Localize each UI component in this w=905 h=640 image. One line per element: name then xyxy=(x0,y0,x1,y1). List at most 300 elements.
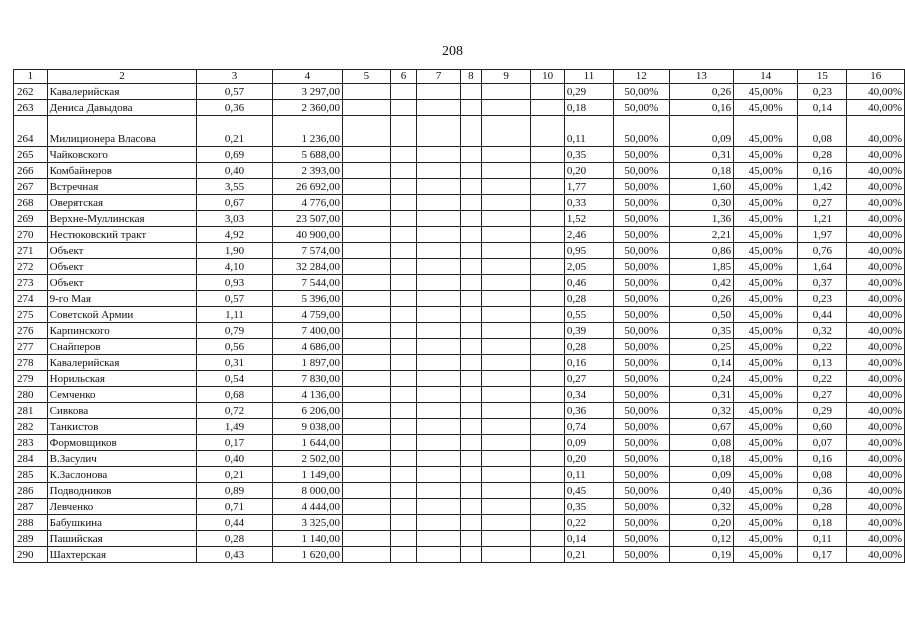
table-cell: 40,00% xyxy=(847,211,905,227)
table-cell: 50,00% xyxy=(614,195,669,211)
table-cell: 0,23 xyxy=(798,84,847,100)
empty-cell xyxy=(461,483,482,499)
table-cell: 4 759,00 xyxy=(272,307,342,323)
empty-cell xyxy=(342,371,390,387)
table-cell: 1,90 xyxy=(197,243,272,259)
column-header: 1 xyxy=(14,70,48,84)
table-cell: 271 xyxy=(14,243,48,259)
table-cell: 0,21 xyxy=(564,547,613,563)
table-cell: Сивкова xyxy=(47,403,197,419)
table-row xyxy=(14,116,905,147)
table-cell: 40,00% xyxy=(847,100,905,116)
table-row xyxy=(14,147,905,163)
table-cell: 7 830,00 xyxy=(272,371,342,387)
empty-cell xyxy=(481,403,531,419)
empty-cell xyxy=(417,243,461,259)
table-cell: 0,08 xyxy=(669,435,734,451)
empty-cell xyxy=(481,531,531,547)
table-cell: 0,57 xyxy=(197,291,272,307)
table-cell: 1,77 xyxy=(564,179,613,195)
empty-cell xyxy=(531,435,564,451)
empty-cell xyxy=(417,259,461,275)
empty-cell xyxy=(417,339,461,355)
table-row xyxy=(14,547,905,563)
table-cell: 45,00% xyxy=(734,435,798,451)
column-header: 16 xyxy=(847,70,905,84)
table-cell: 50,00% xyxy=(614,116,669,147)
empty-cell xyxy=(342,483,390,499)
table-cell: Карпинского xyxy=(47,323,197,339)
table-cell: 0,19 xyxy=(669,547,734,563)
column-header: 12 xyxy=(614,70,669,84)
table-cell: 0,09 xyxy=(669,116,734,147)
column-header: 6 xyxy=(390,70,416,84)
empty-cell xyxy=(461,515,482,531)
table-cell: 45,00% xyxy=(734,355,798,371)
empty-cell xyxy=(461,451,482,467)
table-cell: 40,00% xyxy=(847,275,905,291)
table-cell: 3,03 xyxy=(197,211,272,227)
empty-cell xyxy=(461,84,482,100)
table-cell: 45,00% xyxy=(734,467,798,483)
table-cell: 50,00% xyxy=(614,371,669,387)
empty-cell xyxy=(481,483,531,499)
table-cell: 1 620,00 xyxy=(272,547,342,563)
empty-cell xyxy=(481,451,531,467)
table-cell: 50,00% xyxy=(614,179,669,195)
table-cell: 0,55 xyxy=(564,307,613,323)
empty-cell xyxy=(417,467,461,483)
table-cell: 40,00% xyxy=(847,163,905,179)
table-cell: 40,00% xyxy=(847,467,905,483)
empty-cell xyxy=(531,275,564,291)
empty-cell xyxy=(390,387,416,403)
table-cell: 1,85 xyxy=(669,259,734,275)
table-cell: 0,07 xyxy=(798,435,847,451)
table-cell: 50,00% xyxy=(614,451,669,467)
table-cell: 288 xyxy=(14,515,48,531)
table-cell: 0,16 xyxy=(798,451,847,467)
table-cell: 0,24 xyxy=(669,371,734,387)
empty-cell xyxy=(417,499,461,515)
table-cell: 23 507,00 xyxy=(272,211,342,227)
table-cell: 40,00% xyxy=(847,355,905,371)
empty-cell xyxy=(417,371,461,387)
table-cell: 270 xyxy=(14,227,48,243)
table-cell: 40,00% xyxy=(847,547,905,563)
empty-cell xyxy=(481,323,531,339)
table-cell: 50,00% xyxy=(614,84,669,100)
table-cell: 0,50 xyxy=(669,307,734,323)
table-cell: 0,36 xyxy=(564,403,613,419)
column-header: 14 xyxy=(734,70,798,84)
empty-cell xyxy=(417,403,461,419)
table-row xyxy=(14,499,905,515)
table-cell: Объект xyxy=(47,275,197,291)
table-cell: 0,74 xyxy=(564,419,613,435)
table-cell: 0,79 xyxy=(197,323,272,339)
table-cell: 50,00% xyxy=(614,163,669,179)
empty-cell xyxy=(531,547,564,563)
table-cell: 0,28 xyxy=(564,339,613,355)
table-cell: 264 xyxy=(14,116,48,147)
table-cell: 0,27 xyxy=(564,371,613,387)
table-cell: 6 206,00 xyxy=(272,403,342,419)
empty-cell xyxy=(390,483,416,499)
table-cell: 45,00% xyxy=(734,211,798,227)
table-cell: Семченко xyxy=(47,387,197,403)
empty-cell xyxy=(461,499,482,515)
table-cell: 0,20 xyxy=(564,451,613,467)
table-cell: 50,00% xyxy=(614,227,669,243)
table-cell: Советской Армии xyxy=(47,307,197,323)
table-cell: 40,00% xyxy=(847,179,905,195)
empty-cell xyxy=(342,227,390,243)
empty-cell xyxy=(531,467,564,483)
table-cell: 50,00% xyxy=(614,259,669,275)
table-cell: 0,93 xyxy=(197,275,272,291)
empty-cell xyxy=(481,243,531,259)
empty-cell xyxy=(481,355,531,371)
table-cell: 0,22 xyxy=(564,515,613,531)
table-cell: 45,00% xyxy=(734,323,798,339)
empty-cell xyxy=(461,467,482,483)
table-cell: Встречная xyxy=(47,179,197,195)
empty-cell xyxy=(531,84,564,100)
table-cell: 0,40 xyxy=(669,483,734,499)
table-cell: 40,00% xyxy=(847,195,905,211)
table-row xyxy=(14,531,905,547)
table-cell: 0,18 xyxy=(669,163,734,179)
empty-cell xyxy=(417,419,461,435)
table-cell: 0,68 xyxy=(197,387,272,403)
table-cell: 0,32 xyxy=(669,499,734,515)
empty-cell xyxy=(390,339,416,355)
empty-cell xyxy=(342,403,390,419)
table-cell: 0,34 xyxy=(564,387,613,403)
table-cell: 50,00% xyxy=(614,515,669,531)
empty-cell xyxy=(390,195,416,211)
table-cell: Дениса Давыдова xyxy=(47,100,197,116)
table-cell: 45,00% xyxy=(734,291,798,307)
table-cell: В.Засулич xyxy=(47,451,197,467)
empty-cell xyxy=(390,275,416,291)
table-cell: 0,44 xyxy=(197,515,272,531)
table-cell: 40,00% xyxy=(847,531,905,547)
table-cell: Танкистов xyxy=(47,419,197,435)
table-cell: 283 xyxy=(14,435,48,451)
empty-cell xyxy=(342,100,390,116)
column-header: 10 xyxy=(531,70,564,84)
empty-cell xyxy=(342,547,390,563)
column-header: 15 xyxy=(798,70,847,84)
empty-cell xyxy=(417,100,461,116)
empty-cell xyxy=(390,515,416,531)
table-cell: 40,00% xyxy=(847,291,905,307)
table-cell: 274 xyxy=(14,291,48,307)
empty-cell xyxy=(531,307,564,323)
empty-cell xyxy=(417,195,461,211)
empty-cell xyxy=(531,339,564,355)
table-cell: 45,00% xyxy=(734,515,798,531)
table-cell: 9-го Мая xyxy=(47,291,197,307)
empty-cell xyxy=(342,419,390,435)
empty-cell xyxy=(531,499,564,515)
table-cell: 40,00% xyxy=(847,243,905,259)
table-cell: 40,00% xyxy=(847,323,905,339)
empty-cell xyxy=(342,259,390,275)
table-cell: 40,00% xyxy=(847,259,905,275)
empty-cell xyxy=(531,243,564,259)
table-cell: 40,00% xyxy=(847,339,905,355)
table-cell: 0,08 xyxy=(798,467,847,483)
table-cell: 45,00% xyxy=(734,195,798,211)
table-cell: 0,17 xyxy=(197,435,272,451)
table-cell: 0,40 xyxy=(197,163,272,179)
table-cell: 40,00% xyxy=(847,451,905,467)
table-cell: 1,42 xyxy=(798,179,847,195)
table-cell: 50,00% xyxy=(614,403,669,419)
table-cell: 1 140,00 xyxy=(272,531,342,547)
table-row xyxy=(14,84,905,100)
table-cell: 45,00% xyxy=(734,259,798,275)
empty-cell xyxy=(481,147,531,163)
empty-cell xyxy=(390,467,416,483)
table-cell: 0,27 xyxy=(798,195,847,211)
table-cell: 0,36 xyxy=(197,100,272,116)
table-row xyxy=(14,323,905,339)
table-cell: 0,09 xyxy=(564,435,613,451)
table-cell: 0,30 xyxy=(669,195,734,211)
empty-cell xyxy=(531,227,564,243)
table-cell: 45,00% xyxy=(734,419,798,435)
table-cell: 0,26 xyxy=(669,291,734,307)
table-cell: 0,60 xyxy=(798,419,847,435)
table-cell: 5 396,00 xyxy=(272,291,342,307)
table-row xyxy=(14,179,905,195)
table-cell: 279 xyxy=(14,371,48,387)
table-cell: 2 360,00 xyxy=(272,100,342,116)
empty-cell xyxy=(531,100,564,116)
empty-cell xyxy=(461,531,482,547)
table-cell: 0,31 xyxy=(197,355,272,371)
empty-cell xyxy=(390,435,416,451)
table-cell: 0,20 xyxy=(669,515,734,531)
empty-cell xyxy=(481,275,531,291)
table-cell: Снайперов xyxy=(47,339,197,355)
table-cell: 0,33 xyxy=(564,195,613,211)
table-cell: 45,00% xyxy=(734,116,798,147)
table-cell: 0,14 xyxy=(564,531,613,547)
empty-cell xyxy=(531,371,564,387)
table-cell: 45,00% xyxy=(734,243,798,259)
table-cell: 40 900,00 xyxy=(272,227,342,243)
empty-cell xyxy=(417,547,461,563)
table-cell: 40,00% xyxy=(847,387,905,403)
table-cell: 40,00% xyxy=(847,515,905,531)
table-cell: 266 xyxy=(14,163,48,179)
table-cell: 0,11 xyxy=(564,116,613,147)
empty-cell xyxy=(390,100,416,116)
empty-cell xyxy=(390,499,416,515)
empty-cell xyxy=(390,179,416,195)
empty-cell xyxy=(342,435,390,451)
empty-cell xyxy=(461,259,482,275)
table-cell: 0,28 xyxy=(798,147,847,163)
table-cell: 0,11 xyxy=(798,531,847,547)
empty-cell xyxy=(531,163,564,179)
table-cell: 4,10 xyxy=(197,259,272,275)
table-cell: 0,57 xyxy=(197,84,272,100)
table-cell: 50,00% xyxy=(614,467,669,483)
empty-cell xyxy=(531,211,564,227)
table-cell: 50,00% xyxy=(614,243,669,259)
table-cell: Объект xyxy=(47,259,197,275)
table-cell: 0,40 xyxy=(197,451,272,467)
table-row xyxy=(14,100,905,116)
empty-cell xyxy=(390,227,416,243)
empty-cell xyxy=(481,195,531,211)
table-body xyxy=(14,84,905,563)
empty-cell xyxy=(461,419,482,435)
empty-cell xyxy=(417,515,461,531)
table-cell: 268 xyxy=(14,195,48,211)
table-cell: 50,00% xyxy=(614,307,669,323)
table-cell: 1 644,00 xyxy=(272,435,342,451)
empty-cell xyxy=(342,163,390,179)
empty-cell xyxy=(461,387,482,403)
table-cell: 286 xyxy=(14,483,48,499)
table-cell: Чайковского xyxy=(47,147,197,163)
table-cell: 0,31 xyxy=(669,147,734,163)
empty-cell xyxy=(531,515,564,531)
table-cell: 0,28 xyxy=(564,291,613,307)
table-cell: Комбайнеров xyxy=(47,163,197,179)
empty-cell xyxy=(417,291,461,307)
table-cell: 1,64 xyxy=(798,259,847,275)
empty-cell xyxy=(342,387,390,403)
table-cell: 0,67 xyxy=(669,419,734,435)
table-cell: 0,35 xyxy=(564,147,613,163)
table-cell: 40,00% xyxy=(847,147,905,163)
empty-cell xyxy=(342,195,390,211)
table-cell: 32 284,00 xyxy=(272,259,342,275)
table-cell: 282 xyxy=(14,419,48,435)
empty-cell xyxy=(342,147,390,163)
table-cell: 0,36 xyxy=(798,483,847,499)
table-cell: 1,36 xyxy=(669,211,734,227)
table-cell: Норильская xyxy=(47,371,197,387)
table-cell: Левченко xyxy=(47,499,197,515)
table-cell: 0,14 xyxy=(798,100,847,116)
empty-cell xyxy=(342,307,390,323)
column-header: 7 xyxy=(417,70,461,84)
table-cell: 0,23 xyxy=(798,291,847,307)
column-header: 8 xyxy=(461,70,482,84)
table-cell: 0,35 xyxy=(669,323,734,339)
table-row xyxy=(14,259,905,275)
table-row xyxy=(14,355,905,371)
table-cell: 40,00% xyxy=(847,371,905,387)
table-cell: 0,29 xyxy=(798,403,847,419)
empty-cell xyxy=(417,275,461,291)
table-row xyxy=(14,211,905,227)
empty-cell xyxy=(461,307,482,323)
empty-cell xyxy=(531,419,564,435)
empty-cell xyxy=(481,227,531,243)
empty-cell xyxy=(390,243,416,259)
empty-cell xyxy=(531,403,564,419)
table-cell: 0,89 xyxy=(197,483,272,499)
empty-cell xyxy=(481,100,531,116)
table-cell: 50,00% xyxy=(614,291,669,307)
empty-cell xyxy=(417,147,461,163)
table-cell: 0,22 xyxy=(798,371,847,387)
empty-cell xyxy=(461,116,482,147)
table-cell: 0,27 xyxy=(798,387,847,403)
empty-cell xyxy=(390,355,416,371)
table-cell: 0,18 xyxy=(564,100,613,116)
table-cell: 50,00% xyxy=(614,339,669,355)
empty-cell xyxy=(481,387,531,403)
table-cell: 8 000,00 xyxy=(272,483,342,499)
table-cell: 0,43 xyxy=(197,547,272,563)
table-cell: 1,49 xyxy=(197,419,272,435)
table-cell: 0,37 xyxy=(798,275,847,291)
table-cell: 0,17 xyxy=(798,547,847,563)
empty-cell xyxy=(461,179,482,195)
table-cell: 50,00% xyxy=(614,499,669,515)
table-cell: Верхне-Муллинская xyxy=(47,211,197,227)
table-cell: 4 444,00 xyxy=(272,499,342,515)
empty-cell xyxy=(390,116,416,147)
table-row xyxy=(14,435,905,451)
table-cell: 0,28 xyxy=(798,499,847,515)
table-cell: 50,00% xyxy=(614,419,669,435)
header-row xyxy=(14,70,905,84)
table-cell: 50,00% xyxy=(614,323,669,339)
table-cell: 4,92 xyxy=(197,227,272,243)
table-cell: 50,00% xyxy=(614,275,669,291)
table-cell: 0,42 xyxy=(669,275,734,291)
empty-cell xyxy=(461,243,482,259)
table-row xyxy=(14,339,905,355)
empty-cell xyxy=(417,531,461,547)
empty-cell xyxy=(481,547,531,563)
table-row xyxy=(14,467,905,483)
column-header: 4 xyxy=(272,70,342,84)
empty-cell xyxy=(461,195,482,211)
table-cell: 9 038,00 xyxy=(272,419,342,435)
table-cell: Пашийская xyxy=(47,531,197,547)
empty-cell xyxy=(390,291,416,307)
empty-cell xyxy=(342,467,390,483)
table-cell: 0,45 xyxy=(564,483,613,499)
table-cell: К.Заслонова xyxy=(47,467,197,483)
empty-cell xyxy=(390,259,416,275)
table-row xyxy=(14,515,905,531)
empty-cell xyxy=(531,259,564,275)
table-cell: 1,21 xyxy=(798,211,847,227)
empty-cell xyxy=(390,84,416,100)
table-cell: 7 574,00 xyxy=(272,243,342,259)
empty-cell xyxy=(461,163,482,179)
table-cell: 276 xyxy=(14,323,48,339)
table-cell: 0,21 xyxy=(197,116,272,147)
empty-cell xyxy=(342,243,390,259)
table-cell: 50,00% xyxy=(614,100,669,116)
table-cell: 45,00% xyxy=(734,499,798,515)
